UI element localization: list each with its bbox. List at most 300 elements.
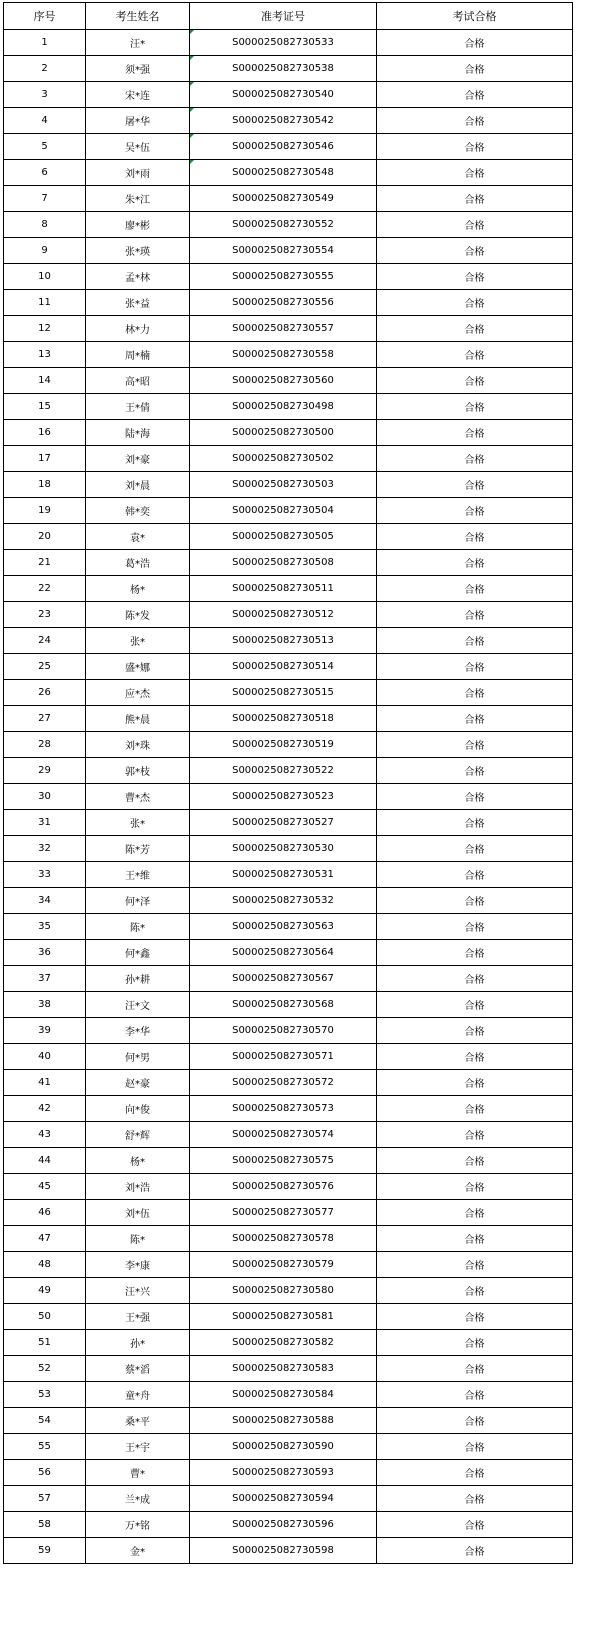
candidate-name-cell: 葛*浩 bbox=[86, 550, 190, 576]
admission-ticket-text: S000025082730576 bbox=[232, 1181, 334, 1192]
table-row bbox=[4, 1330, 573, 1356]
candidate-name-cell: 何*男 bbox=[86, 1044, 190, 1070]
serial-number-cell: 29 bbox=[4, 758, 86, 784]
candidate-name-cell: 张*瑛 bbox=[86, 238, 190, 264]
candidate-name-cell: 陈* bbox=[86, 914, 190, 940]
admission-ticket-text: S000025082730582 bbox=[232, 1337, 334, 1348]
cell-marker-icon bbox=[190, 30, 194, 34]
admission-ticket-text: S000025082730575 bbox=[232, 1155, 334, 1166]
admission-ticket-cell bbox=[190, 290, 377, 316]
table-row bbox=[4, 1434, 573, 1460]
table-row bbox=[4, 680, 573, 706]
serial-number-cell: 34 bbox=[4, 888, 86, 914]
table-row bbox=[4, 1044, 573, 1070]
admission-ticket-cell bbox=[190, 186, 377, 212]
table-row bbox=[4, 1200, 573, 1226]
serial-number-cell: 18 bbox=[4, 472, 86, 498]
table-row bbox=[4, 1304, 573, 1330]
table-row bbox=[4, 290, 573, 316]
admission-ticket-text: S000025082730503 bbox=[232, 479, 334, 490]
table-row bbox=[4, 1512, 573, 1538]
serial-number-cell: 22 bbox=[4, 576, 86, 602]
admission-ticket-cell bbox=[190, 1252, 377, 1278]
exam-result-cell: 合格 bbox=[377, 1434, 573, 1460]
table-row bbox=[4, 758, 573, 784]
table-row bbox=[4, 1226, 573, 1252]
candidate-name-cell: 向*俊 bbox=[86, 1096, 190, 1122]
admission-ticket-cell bbox=[190, 550, 377, 576]
candidate-name-cell: 陆*海 bbox=[86, 420, 190, 446]
table-row bbox=[4, 1096, 573, 1122]
candidate-name-cell: 郭*枝 bbox=[86, 758, 190, 784]
serial-number-cell: 21 bbox=[4, 550, 86, 576]
serial-number-cell: 39 bbox=[4, 1018, 86, 1044]
candidate-name-cell: 韩*奕 bbox=[86, 498, 190, 524]
admission-ticket-text: S000025082730514 bbox=[232, 661, 334, 672]
table-row bbox=[4, 1122, 573, 1148]
serial-number-cell: 28 bbox=[4, 732, 86, 758]
serial-number-cell: 20 bbox=[4, 524, 86, 550]
admission-ticket-cell bbox=[190, 966, 377, 992]
exam-result-cell: 合格 bbox=[377, 1226, 573, 1252]
admission-ticket-text: S000025082730568 bbox=[232, 999, 334, 1010]
admission-ticket-text: S000025082730522 bbox=[232, 765, 334, 776]
table-row bbox=[4, 706, 573, 732]
admission-ticket-text: S000025082730580 bbox=[232, 1285, 334, 1296]
admission-ticket-cell bbox=[190, 992, 377, 1018]
admission-ticket-text: S000025082730563 bbox=[232, 921, 334, 932]
table-row bbox=[4, 1174, 573, 1200]
admission-ticket-text: S000025082730530 bbox=[232, 843, 334, 854]
cell-marker-icon bbox=[190, 82, 194, 86]
table-row bbox=[4, 1408, 573, 1434]
serial-number-cell: 44 bbox=[4, 1148, 86, 1174]
admission-ticket-cell bbox=[190, 1382, 377, 1408]
admission-ticket-text: S000025082730504 bbox=[232, 505, 334, 516]
table-row bbox=[4, 1070, 573, 1096]
admission-ticket-text: S000025082730515 bbox=[232, 687, 334, 698]
exam-result-cell: 合格 bbox=[377, 1356, 573, 1382]
admission-ticket-cell bbox=[190, 524, 377, 550]
admission-ticket-text: S000025082730546 bbox=[232, 141, 334, 152]
candidate-name-cell: 杨* bbox=[86, 576, 190, 602]
table-row bbox=[4, 1486, 573, 1512]
admission-ticket-text: S000025082730513 bbox=[232, 635, 334, 646]
admission-ticket-cell bbox=[190, 1148, 377, 1174]
admission-ticket-cell bbox=[190, 628, 377, 654]
exam-result-cell: 合格 bbox=[377, 1512, 573, 1538]
exam-result-cell: 合格 bbox=[377, 1174, 573, 1200]
cell-marker-icon bbox=[190, 108, 194, 112]
table-row bbox=[4, 1252, 573, 1278]
exam-result-cell: 合格 bbox=[377, 810, 573, 836]
admission-ticket-text: S000025082730500 bbox=[232, 427, 334, 438]
admission-ticket-cell bbox=[190, 30, 377, 56]
admission-ticket-text: S000025082730548 bbox=[232, 167, 334, 178]
serial-number-cell: 40 bbox=[4, 1044, 86, 1070]
serial-number-cell: 57 bbox=[4, 1486, 86, 1512]
candidate-name-cell: 汪* bbox=[86, 30, 190, 56]
serial-number-cell: 38 bbox=[4, 992, 86, 1018]
exam-result-cell: 合格 bbox=[377, 1382, 573, 1408]
exam-result-cell: 合格 bbox=[377, 732, 573, 758]
table-row bbox=[4, 342, 573, 368]
serial-number-cell: 48 bbox=[4, 1252, 86, 1278]
admission-ticket-cell bbox=[190, 1278, 377, 1304]
serial-number-cell: 17 bbox=[4, 446, 86, 472]
serial-number-cell: 54 bbox=[4, 1408, 86, 1434]
candidate-name-cell: 刘*珠 bbox=[86, 732, 190, 758]
table-row bbox=[4, 888, 573, 914]
admission-ticket-text: S000025082730574 bbox=[232, 1129, 334, 1140]
exam-result-cell: 合格 bbox=[377, 784, 573, 810]
candidate-name-cell: 王*宇 bbox=[86, 1434, 190, 1460]
admission-ticket-cell bbox=[190, 1200, 377, 1226]
admission-ticket-text: S000025082730583 bbox=[232, 1363, 334, 1374]
candidate-name-cell: 刘*伍 bbox=[86, 1200, 190, 1226]
exam-result-cell: 合格 bbox=[377, 888, 573, 914]
admission-ticket-text: S000025082730533 bbox=[232, 37, 334, 48]
serial-number-cell: 32 bbox=[4, 836, 86, 862]
candidate-name-cell: 蔡*滔 bbox=[86, 1356, 190, 1382]
admission-ticket-text: S000025082730558 bbox=[232, 349, 334, 360]
serial-number-cell: 33 bbox=[4, 862, 86, 888]
admission-ticket-cell bbox=[190, 420, 377, 446]
table-row bbox=[4, 524, 573, 550]
exam-results-table bbox=[3, 2, 573, 1564]
candidate-name-cell: 陈*发 bbox=[86, 602, 190, 628]
admission-ticket-cell bbox=[190, 810, 377, 836]
exam-result-cell: 合格 bbox=[377, 758, 573, 784]
candidate-name-cell: 高*昭 bbox=[86, 368, 190, 394]
exam-result-cell: 合格 bbox=[377, 56, 573, 82]
candidate-name-cell: 张* bbox=[86, 628, 190, 654]
table-body bbox=[4, 30, 573, 1564]
admission-ticket-text: S000025082730552 bbox=[232, 219, 334, 230]
header-admission-ticket: 准考证号 bbox=[190, 3, 377, 30]
admission-ticket-cell bbox=[190, 1044, 377, 1070]
admission-ticket-cell bbox=[190, 862, 377, 888]
exam-result-cell: 合格 bbox=[377, 992, 573, 1018]
serial-number-cell: 50 bbox=[4, 1304, 86, 1330]
table-header bbox=[4, 3, 573, 30]
admission-ticket-cell bbox=[190, 888, 377, 914]
table-row bbox=[4, 1538, 573, 1564]
candidate-name-cell: 袁* bbox=[86, 524, 190, 550]
admission-ticket-cell bbox=[190, 836, 377, 862]
candidate-name-cell: 舒*辉 bbox=[86, 1122, 190, 1148]
admission-ticket-text: S000025082730594 bbox=[232, 1493, 334, 1504]
admission-ticket-text: S000025082730511 bbox=[232, 583, 334, 594]
admission-ticket-text: S000025082730512 bbox=[232, 609, 334, 620]
admission-ticket-cell bbox=[190, 1356, 377, 1382]
table-row bbox=[4, 394, 573, 420]
admission-ticket-cell bbox=[190, 706, 377, 732]
admission-ticket-text: S000025082730588 bbox=[232, 1415, 334, 1426]
table-row bbox=[4, 602, 573, 628]
admission-ticket-cell bbox=[190, 56, 377, 82]
header-row bbox=[4, 3, 573, 30]
exam-result-cell: 合格 bbox=[377, 836, 573, 862]
admission-ticket-cell bbox=[190, 1122, 377, 1148]
table-row bbox=[4, 264, 573, 290]
admission-ticket-cell bbox=[190, 1226, 377, 1252]
serial-number-cell: 56 bbox=[4, 1460, 86, 1486]
admission-ticket-cell bbox=[190, 784, 377, 810]
exam-result-cell: 合格 bbox=[377, 30, 573, 56]
admission-ticket-cell bbox=[190, 472, 377, 498]
table-row bbox=[4, 810, 573, 836]
table-row bbox=[4, 1382, 573, 1408]
admission-ticket-cell bbox=[190, 1460, 377, 1486]
exam-result-cell: 合格 bbox=[377, 1538, 573, 1564]
admission-ticket-cell bbox=[190, 1486, 377, 1512]
admission-ticket-cell bbox=[190, 160, 377, 186]
exam-result-cell: 合格 bbox=[377, 1070, 573, 1096]
admission-ticket-text: S000025082730554 bbox=[232, 245, 334, 256]
serial-number-cell: 14 bbox=[4, 368, 86, 394]
serial-number-cell: 31 bbox=[4, 810, 86, 836]
admission-ticket-cell bbox=[190, 1330, 377, 1356]
exam-result-cell: 合格 bbox=[377, 1304, 573, 1330]
candidate-name-cell: 曹* bbox=[86, 1460, 190, 1486]
table-row bbox=[4, 420, 573, 446]
table-row bbox=[4, 498, 573, 524]
candidate-name-cell: 李*康 bbox=[86, 1252, 190, 1278]
serial-number-cell: 45 bbox=[4, 1174, 86, 1200]
exam-result-cell: 合格 bbox=[377, 1460, 573, 1486]
admission-ticket-cell bbox=[190, 238, 377, 264]
serial-number-cell: 25 bbox=[4, 654, 86, 680]
candidate-name-cell: 应*杰 bbox=[86, 680, 190, 706]
exam-result-cell: 合格 bbox=[377, 576, 573, 602]
admission-ticket-cell bbox=[190, 1512, 377, 1538]
admission-ticket-cell bbox=[190, 212, 377, 238]
table-row bbox=[4, 628, 573, 654]
table-row bbox=[4, 472, 573, 498]
header-serial-number: 序号 bbox=[4, 3, 86, 30]
serial-number-cell: 23 bbox=[4, 602, 86, 628]
candidate-name-cell: 李*华 bbox=[86, 1018, 190, 1044]
serial-number-cell: 7 bbox=[4, 186, 86, 212]
admission-ticket-text: S000025082730596 bbox=[232, 1519, 334, 1530]
admission-ticket-cell bbox=[190, 654, 377, 680]
candidate-name-cell: 刘*浩 bbox=[86, 1174, 190, 1200]
exam-result-cell: 合格 bbox=[377, 628, 573, 654]
admission-ticket-text: S000025082730572 bbox=[232, 1077, 334, 1088]
candidate-name-cell: 刘*晨 bbox=[86, 472, 190, 498]
admission-ticket-cell bbox=[190, 394, 377, 420]
table-row bbox=[4, 1018, 573, 1044]
admission-ticket-cell bbox=[190, 108, 377, 134]
exam-result-cell: 合格 bbox=[377, 862, 573, 888]
table-row bbox=[4, 134, 573, 160]
exam-result-cell: 合格 bbox=[377, 82, 573, 108]
admission-ticket-cell bbox=[190, 1070, 377, 1096]
table-row bbox=[4, 914, 573, 940]
candidate-name-cell: 万*铭 bbox=[86, 1512, 190, 1538]
serial-number-cell: 9 bbox=[4, 238, 86, 264]
serial-number-cell: 1 bbox=[4, 30, 86, 56]
admission-ticket-cell bbox=[190, 316, 377, 342]
table-row bbox=[4, 160, 573, 186]
admission-ticket-text: S000025082730531 bbox=[232, 869, 334, 880]
candidate-name-cell: 陈*芳 bbox=[86, 836, 190, 862]
header-candidate-name: 考生姓名 bbox=[86, 3, 190, 30]
admission-ticket-text: S000025082730560 bbox=[232, 375, 334, 386]
candidate-name-cell: 杨* bbox=[86, 1148, 190, 1174]
table-row bbox=[4, 940, 573, 966]
exam-result-cell: 合格 bbox=[377, 940, 573, 966]
serial-number-cell: 10 bbox=[4, 264, 86, 290]
candidate-name-cell: 张*益 bbox=[86, 290, 190, 316]
admission-ticket-cell bbox=[190, 576, 377, 602]
serial-number-cell: 13 bbox=[4, 342, 86, 368]
serial-number-cell: 42 bbox=[4, 1096, 86, 1122]
candidate-name-cell: 刘*雨 bbox=[86, 160, 190, 186]
exam-result-cell: 合格 bbox=[377, 290, 573, 316]
serial-number-cell: 52 bbox=[4, 1356, 86, 1382]
cell-marker-icon bbox=[190, 56, 194, 60]
table-row bbox=[4, 1460, 573, 1486]
serial-number-cell: 6 bbox=[4, 160, 86, 186]
table-row bbox=[4, 1148, 573, 1174]
exam-result-cell: 合格 bbox=[377, 602, 573, 628]
admission-ticket-text: S000025082730570 bbox=[232, 1025, 334, 1036]
candidate-name-cell: 刘*豪 bbox=[86, 446, 190, 472]
serial-number-cell: 19 bbox=[4, 498, 86, 524]
exam-result-cell: 合格 bbox=[377, 654, 573, 680]
table-row bbox=[4, 56, 573, 82]
candidate-name-cell: 曹*杰 bbox=[86, 784, 190, 810]
admission-ticket-text: S000025082730532 bbox=[232, 895, 334, 906]
candidate-name-cell: 周*楠 bbox=[86, 342, 190, 368]
table-row bbox=[4, 212, 573, 238]
admission-ticket-text: S000025082730564 bbox=[232, 947, 334, 958]
admission-ticket-cell bbox=[190, 940, 377, 966]
exam-result-cell: 合格 bbox=[377, 186, 573, 212]
admission-ticket-text: S000025082730523 bbox=[232, 791, 334, 802]
admission-ticket-text: S000025082730540 bbox=[232, 89, 334, 100]
admission-ticket-cell bbox=[190, 602, 377, 628]
candidate-name-cell: 童*舟 bbox=[86, 1382, 190, 1408]
serial-number-cell: 27 bbox=[4, 706, 86, 732]
table-row bbox=[4, 862, 573, 888]
serial-number-cell: 51 bbox=[4, 1330, 86, 1356]
admission-ticket-cell bbox=[190, 1018, 377, 1044]
serial-number-cell: 30 bbox=[4, 784, 86, 810]
admission-ticket-cell bbox=[190, 342, 377, 368]
exam-result-cell: 合格 bbox=[377, 550, 573, 576]
candidate-name-cell: 何*泽 bbox=[86, 888, 190, 914]
admission-ticket-cell bbox=[190, 1096, 377, 1122]
admission-ticket-cell bbox=[190, 134, 377, 160]
candidate-name-cell: 王*强 bbox=[86, 1304, 190, 1330]
admission-ticket-text: S000025082730538 bbox=[232, 63, 334, 74]
exam-result-cell: 合格 bbox=[377, 1408, 573, 1434]
exam-result-cell: 合格 bbox=[377, 1018, 573, 1044]
exam-result-cell: 合格 bbox=[377, 316, 573, 342]
admission-ticket-cell bbox=[190, 1538, 377, 1564]
table-row bbox=[4, 82, 573, 108]
serial-number-cell: 43 bbox=[4, 1122, 86, 1148]
admission-ticket-text: S000025082730571 bbox=[232, 1051, 334, 1062]
serial-number-cell: 5 bbox=[4, 134, 86, 160]
serial-number-cell: 15 bbox=[4, 394, 86, 420]
candidate-name-cell: 王*维 bbox=[86, 862, 190, 888]
candidate-name-cell: 陈* bbox=[86, 1226, 190, 1252]
admission-ticket-text: S000025082730593 bbox=[232, 1467, 334, 1478]
admission-ticket-text: S000025082730567 bbox=[232, 973, 334, 984]
admission-ticket-text: S000025082730584 bbox=[232, 1389, 334, 1400]
candidate-name-cell: 廖*彬 bbox=[86, 212, 190, 238]
admission-ticket-text: S000025082730498 bbox=[232, 401, 334, 412]
candidate-name-cell: 金* bbox=[86, 1538, 190, 1564]
exam-result-cell: 合格 bbox=[377, 524, 573, 550]
admission-ticket-cell bbox=[190, 82, 377, 108]
serial-number-cell: 11 bbox=[4, 290, 86, 316]
admission-ticket-cell bbox=[190, 1304, 377, 1330]
serial-number-cell: 37 bbox=[4, 966, 86, 992]
exam-result-cell: 合格 bbox=[377, 1486, 573, 1512]
table-row bbox=[4, 446, 573, 472]
serial-number-cell: 58 bbox=[4, 1512, 86, 1538]
exam-result-cell: 合格 bbox=[377, 680, 573, 706]
cell-marker-icon bbox=[190, 160, 194, 164]
serial-number-cell: 53 bbox=[4, 1382, 86, 1408]
admission-ticket-cell bbox=[190, 1434, 377, 1460]
admission-ticket-cell bbox=[190, 264, 377, 290]
table-row bbox=[4, 238, 573, 264]
table-row bbox=[4, 1356, 573, 1382]
exam-result-cell: 合格 bbox=[377, 498, 573, 524]
exam-result-cell: 合格 bbox=[377, 914, 573, 940]
candidate-name-cell: 汪*兴 bbox=[86, 1278, 190, 1304]
admission-ticket-text: S000025082730578 bbox=[232, 1233, 334, 1244]
admission-ticket-text: S000025082730598 bbox=[232, 1545, 334, 1556]
table-row bbox=[4, 836, 573, 862]
exam-result-cell: 合格 bbox=[377, 1044, 573, 1070]
candidate-name-cell: 桑*平 bbox=[86, 1408, 190, 1434]
table-row bbox=[4, 1278, 573, 1304]
serial-number-cell: 3 bbox=[4, 82, 86, 108]
serial-number-cell: 8 bbox=[4, 212, 86, 238]
exam-result-cell: 合格 bbox=[377, 368, 573, 394]
serial-number-cell: 2 bbox=[4, 56, 86, 82]
candidate-name-cell: 朱*江 bbox=[86, 186, 190, 212]
admission-ticket-text: S000025082730519 bbox=[232, 739, 334, 750]
admission-ticket-cell bbox=[190, 914, 377, 940]
admission-ticket-cell bbox=[190, 1408, 377, 1434]
exam-result-cell: 合格 bbox=[377, 264, 573, 290]
candidate-name-cell: 汪*文 bbox=[86, 992, 190, 1018]
exam-result-cell: 合格 bbox=[377, 160, 573, 186]
serial-number-cell: 26 bbox=[4, 680, 86, 706]
candidate-name-cell: 宋*连 bbox=[86, 82, 190, 108]
candidate-name-cell: 孙* bbox=[86, 1330, 190, 1356]
table-row bbox=[4, 784, 573, 810]
admission-ticket-text: S000025082730581 bbox=[232, 1311, 334, 1322]
serial-number-cell: 55 bbox=[4, 1434, 86, 1460]
admission-ticket-text: S000025082730549 bbox=[232, 193, 334, 204]
table-row bbox=[4, 732, 573, 758]
serial-number-cell: 24 bbox=[4, 628, 86, 654]
cell-marker-icon bbox=[190, 134, 194, 138]
table-row bbox=[4, 186, 573, 212]
exam-result-cell: 合格 bbox=[377, 1122, 573, 1148]
admission-ticket-text: S000025082730508 bbox=[232, 557, 334, 568]
exam-result-cell: 合格 bbox=[377, 1200, 573, 1226]
